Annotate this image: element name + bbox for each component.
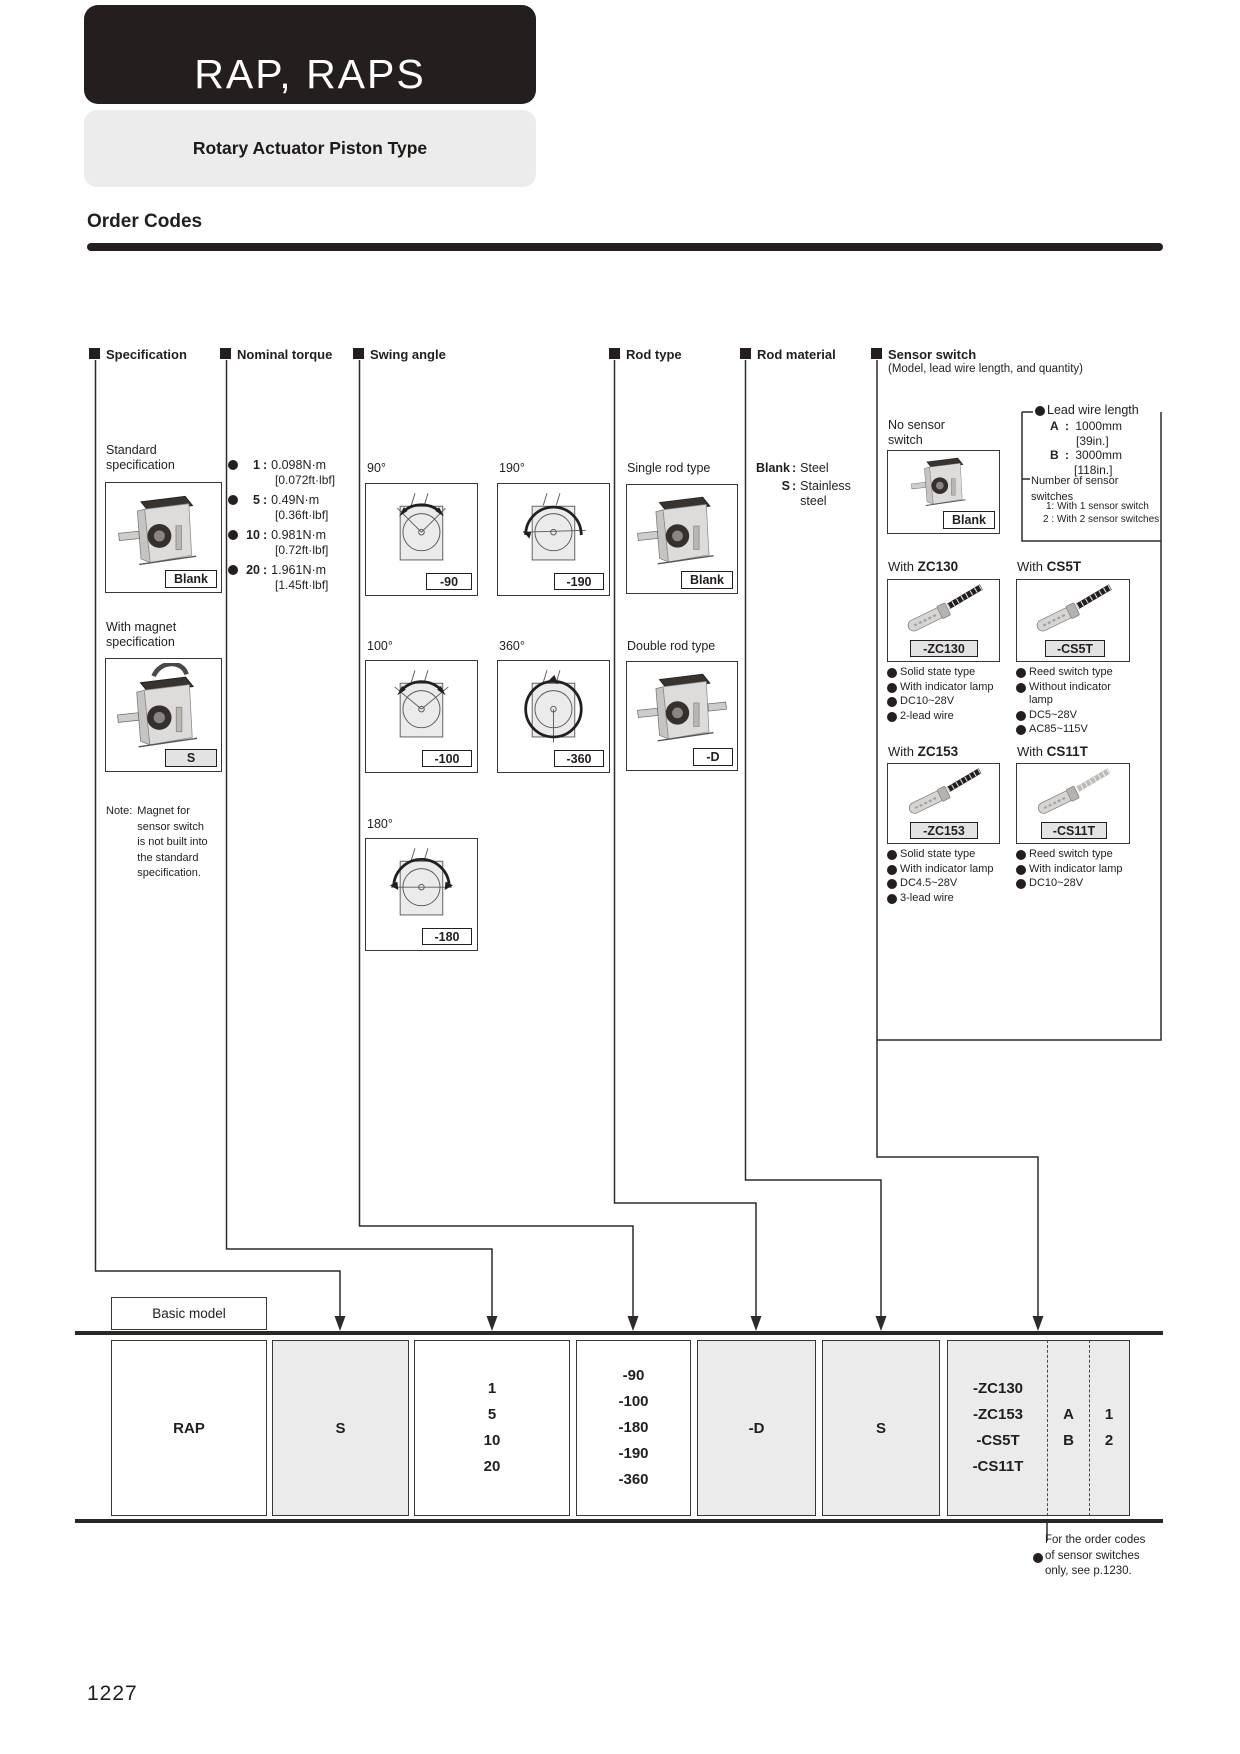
- sensor-quantity-title: Number of sensor switches: [1031, 475, 1119, 503]
- column-header-sensor-switch: Sensor switch: [871, 347, 976, 362]
- nominal-torque-list: [228, 458, 335, 598]
- swing-190-diagram: [498, 484, 608, 572]
- sensor-switch-photo: [889, 581, 997, 641]
- rod-single-photo-box: [626, 484, 738, 594]
- rod-material-option: Blank : Steel: [755, 461, 829, 475]
- bullet-icon: [1016, 668, 1026, 678]
- model-photo-box-zc130: [887, 579, 1000, 662]
- order-table-footnote: For the order codes of sensor switches only, see p.1230.: [1033, 1533, 1155, 1580]
- lead-wire-option-b-alt: [118in.]: [1074, 463, 1113, 477]
- swing-90-diagram: [366, 484, 476, 572]
- column-header-swing-angle: Swing angle: [353, 347, 446, 362]
- rod-material-option: S : Stainless steel: [781, 479, 851, 508]
- bullet-icon: [887, 850, 897, 860]
- sensor-switch-photo: [1018, 581, 1126, 641]
- swing-180-code-tag: -180: [422, 928, 472, 945]
- lead-wire-option-b: B : 3000mm: [1050, 448, 1123, 462]
- sensor-model-codes: -ZC130 -ZC153 -CS5T -CS11T: [972, 1380, 1024, 1475]
- section-marker-icon: [353, 348, 364, 359]
- basic-model-box: Basic model: [111, 1297, 267, 1330]
- spec-note: [106, 804, 213, 882]
- no-sensor-code-tag: Blank: [943, 511, 995, 529]
- sensor-switch-subheader: (Model, lead wire length, and quantity): [888, 363, 1083, 375]
- torque-option-alt: [0.072ft·lbf]: [275, 473, 336, 487]
- no-sensor-label: No sensor switch: [888, 418, 945, 447]
- column-header-rod-type: Rod type: [609, 347, 682, 362]
- model-code-tag-zc130: -ZC130: [910, 640, 978, 657]
- torque-option-alt: [0.36ft·lbf]: [275, 508, 329, 522]
- torque-option-alt: [1.45ft·lbf]: [275, 578, 329, 592]
- bullet-icon: [1016, 725, 1026, 735]
- product-subtitle: Rotary Actuator Piston Type: [192, 138, 428, 158]
- swing-360-code-tag: -360: [554, 750, 604, 767]
- section-marker-icon: [89, 348, 100, 359]
- swing-190-code-tag: -190: [554, 573, 604, 590]
- note-label: Note:: [106, 805, 133, 817]
- rod-material-list: [750, 461, 864, 512]
- model-features-cs11t: Reed switch type With indicator lamp DC10~28V: [1016, 848, 1132, 892]
- table-bottom-rule: [75, 1519, 1163, 1523]
- swing-360-diagram: [498, 661, 608, 749]
- bullet-icon: [1016, 711, 1026, 721]
- table-cell-nominal-torque: 1 5 10 20: [414, 1340, 570, 1516]
- table-cell-swing-angle: -90 -100 -180 -190 -360: [576, 1340, 691, 1516]
- torque-option: 1 : 0.098N·m: [228, 458, 335, 472]
- product-title-banner: [84, 5, 536, 104]
- spec-standard-code-tag: Blank: [165, 570, 217, 588]
- swing-360-label: 360°: [499, 639, 525, 653]
- swing-100-code-tag: -100: [422, 750, 472, 767]
- swing-90-label: 90°: [367, 461, 386, 475]
- model-photo-box-cs5t: [1016, 579, 1130, 662]
- section-rule: [87, 243, 1163, 251]
- model-title-zc153: With ZC153: [888, 744, 959, 759]
- swing-100-diagram: [366, 661, 476, 749]
- model-code-tag-zc153: -ZC153: [910, 822, 978, 839]
- sensor-switch-photo: [1018, 765, 1126, 823]
- bullet-icon: [1016, 879, 1026, 889]
- quantity-codes: 1 2: [1104, 1406, 1114, 1449]
- no-sensor-photo-box: [887, 450, 1000, 534]
- table-cell-sensor-switch: [947, 1340, 1130, 1516]
- bullet-icon: [228, 495, 238, 505]
- lead-wire-option-a: A : 1000mm: [1050, 419, 1123, 433]
- sensor-switch-photo: [889, 765, 997, 823]
- bullet-icon: [1016, 850, 1026, 860]
- model-code-tag-cs5t: -CS5T: [1045, 640, 1105, 657]
- rod-single-code-tag: Blank: [681, 571, 733, 589]
- rod-double-label: Double rod type: [627, 639, 716, 653]
- spec-magnet-code-tag: S: [165, 749, 217, 767]
- bullet-icon: [887, 683, 897, 693]
- swing-180-diagram: [366, 839, 476, 927]
- swing-190-label: 190°: [499, 461, 525, 475]
- rod-double-code-tag: -D: [693, 748, 733, 766]
- product-subtitle-banner: [84, 110, 536, 187]
- bullet-icon: [228, 460, 238, 470]
- sensor-quantity-option-2: 2 : With 2 sensor switches: [1043, 514, 1160, 525]
- model-photo-box-cs11t: [1016, 763, 1130, 844]
- model-features-cs5t: Reed switch type Without indicator lamp DC5~28V AC85~115V: [1016, 666, 1132, 738]
- product-title: RAP, RAPS: [194, 51, 426, 97]
- swing-180-label: 180°: [367, 817, 393, 831]
- swing-360-box: [497, 660, 610, 773]
- rod-double-photo-box: [626, 661, 738, 771]
- bullet-icon: [887, 712, 897, 722]
- section-marker-icon: [220, 348, 231, 359]
- bullet-icon: [887, 865, 897, 875]
- torque-option: 5 : 0.49N·m: [228, 493, 335, 507]
- table-cell-rod-material: S: [822, 1340, 940, 1516]
- lead-wire-title: Lead wire length: [1047, 403, 1139, 417]
- model-title-cs5t: With CS5T: [1017, 559, 1082, 574]
- model-photo-box-zc153: [887, 763, 1000, 844]
- section-marker-icon: [740, 348, 751, 359]
- bullet-icon: [1016, 683, 1026, 693]
- table-dashed-separator: [1047, 1340, 1048, 1516]
- model-code-tag-cs11t: -CS11T: [1041, 822, 1107, 839]
- model-features-zc153: Solid state type With indicator lamp DC4.5~28V 3-lead wire: [887, 848, 1007, 906]
- actuator-photo: [900, 453, 986, 517]
- lead-wire-codes: A B: [1063, 1406, 1074, 1449]
- swing-190-box: [497, 483, 610, 596]
- bullet-icon: [228, 530, 238, 540]
- table-cell-rod-type: -D: [697, 1340, 816, 1516]
- torque-option: 10 : 0.981N·m: [228, 528, 335, 542]
- table-top-rule: [75, 1331, 1163, 1335]
- rod-single-label: Single rod type: [627, 461, 711, 475]
- spec-standard-photo-box: [105, 482, 222, 593]
- bullet-icon: [228, 565, 238, 575]
- swing-90-code-tag: -90: [426, 573, 472, 590]
- column-header-specification: Specification: [89, 347, 187, 362]
- actuator-magnet-photo: [112, 663, 216, 759]
- section-title: Order Codes: [87, 211, 203, 232]
- swing-100-label: 100°: [367, 639, 393, 653]
- page-number: 1227: [87, 1682, 138, 1705]
- lead-wire-option-a-alt: [39in.]: [1076, 434, 1109, 448]
- spec-magnet-label: With magnet specification: [106, 620, 177, 649]
- section-marker-icon: [871, 348, 882, 359]
- single-rod-photo: [632, 490, 732, 580]
- note-body: Magnet for sensor switch is not built into the standard specification.: [137, 805, 208, 879]
- bullet-icon: [1016, 865, 1026, 875]
- model-title-cs11t: With CS11T: [1017, 744, 1088, 759]
- bullet-icon: [1033, 1553, 1043, 1563]
- table-cell-basic-model: RAP: [111, 1340, 267, 1516]
- arrow-down-icon: [335, 1316, 1044, 1331]
- column-header-rod-material: Rod material: [740, 347, 836, 362]
- bullet-icon: [887, 894, 897, 904]
- double-rod-photo: [632, 667, 732, 757]
- spec-standard-label: Standard specification: [106, 443, 175, 472]
- spec-magnet-photo-box: [105, 658, 222, 772]
- column-header-nominal-torque: Nominal torque: [220, 347, 332, 362]
- torque-option: 20 : 1.961N·m: [228, 563, 335, 577]
- table-dashed-separator: [1089, 1340, 1090, 1516]
- lead-wire-title-row: [1035, 403, 1139, 418]
- table-cell-specification: S: [272, 1340, 409, 1516]
- section-marker-icon: [609, 348, 620, 359]
- swing-90-box: [365, 483, 478, 596]
- torque-option-alt: [0.72ft·lbf]: [275, 543, 329, 557]
- model-features-zc130: Solid state type With indicator lamp DC10~28V 2-lead wire: [887, 666, 1007, 724]
- sensor-quantity-option-1: 1: With 1 sensor switch: [1046, 501, 1149, 512]
- bullet-icon: [887, 668, 897, 678]
- model-title-zc130: With ZC130: [888, 559, 959, 574]
- bullet-icon: [1035, 406, 1045, 416]
- bullet-icon: [887, 879, 897, 889]
- bullet-icon: [887, 697, 897, 707]
- swing-100-box: [365, 660, 478, 773]
- actuator-photo: [112, 489, 216, 581]
- swing-180-box: [365, 838, 478, 951]
